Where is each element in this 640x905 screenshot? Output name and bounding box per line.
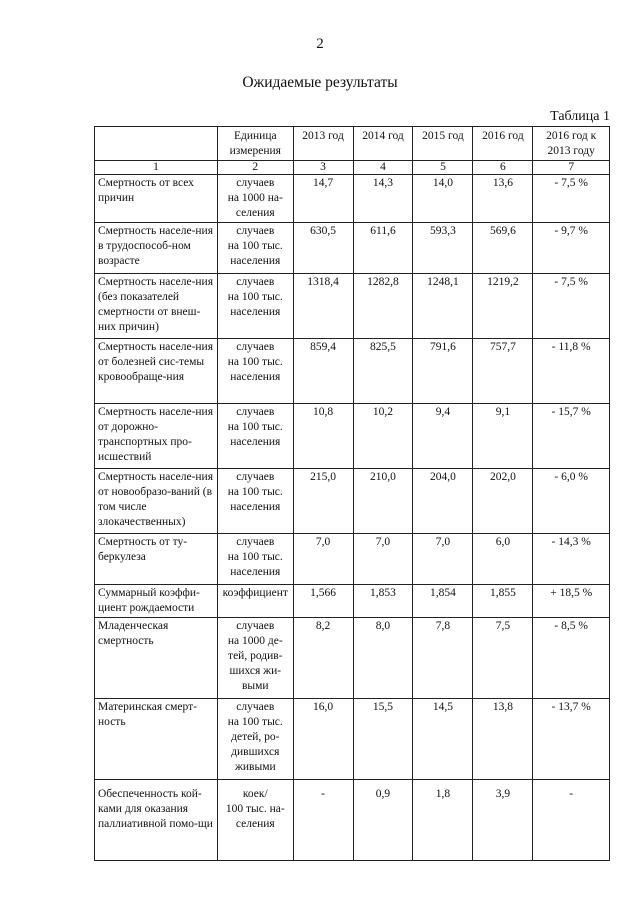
indicator-cell: Младенческая смертность — [95, 617, 218, 698]
value-2015: 1248,1 — [413, 273, 473, 338]
indicator-cell: Смертность населе-ния (без показателей смертности от внеш-них причин) — [95, 273, 218, 338]
change-cell: - — [533, 779, 610, 860]
change-cell: - 9,7 % — [533, 222, 610, 273]
change-cell: - 13,7 % — [533, 698, 610, 779]
table-row — [95, 175, 610, 223]
value-2013: 859,4 — [293, 338, 353, 403]
unit-cell: случаев на 1000 на- селения — [218, 175, 293, 223]
value-2014: 0,9 — [353, 779, 413, 860]
change-cell: - 8,5 % — [533, 617, 610, 698]
table-row — [95, 403, 610, 468]
table-row — [95, 533, 610, 584]
value-2015: 1,854 — [413, 584, 473, 617]
unit-cell: случаев на 1000 де- тей, родив- шихся жи- выми — [218, 617, 293, 698]
change-cell: - 7,5 % — [533, 175, 610, 223]
unit-cell: случаев на 100 тыс. детей, ро- дившихся живыми — [218, 698, 293, 779]
unit-cell: коэффициент — [218, 584, 293, 617]
indicator-cell: Смертность населе-ния от новообразо-ваний (в том числе злокачественных) — [95, 468, 218, 533]
change-cell: + 18,5 % — [533, 584, 610, 617]
value-2015: 593,3 — [413, 222, 473, 273]
change-cell: - 11,8 % — [533, 338, 610, 403]
value-2015: 14,5 — [413, 698, 473, 779]
value-2014: 611,6 — [353, 222, 413, 273]
indicator-cell: Смертность населе-ния от болезней сис-темы кровообраще-ния — [95, 338, 218, 403]
value-2016: 1219,2 — [473, 273, 533, 338]
header-2014: 2014 год — [353, 127, 413, 161]
header-change: 2016 год к 2013 году — [533, 127, 610, 161]
value-2015: 9,4 — [413, 403, 473, 468]
indicator-cell: Смертность населе-ния в трудоспособ-ном возрасте — [95, 222, 218, 273]
unit-cell: случаев на 100 тыс. населения — [218, 468, 293, 533]
value-2015: 7,8 — [413, 617, 473, 698]
column-number: 4 — [353, 160, 413, 174]
value-2013: 1,566 — [293, 584, 353, 617]
header-2016: 2016 год — [473, 127, 533, 161]
value-2016: 6,0 — [473, 533, 533, 584]
column-number: 2 — [218, 160, 293, 174]
column-number-row — [95, 160, 610, 174]
table-header-row — [95, 127, 610, 161]
table-row — [95, 222, 610, 273]
value-2015: 204,0 — [413, 468, 473, 533]
value-2016: 7,5 — [473, 617, 533, 698]
column-number: 6 — [473, 160, 533, 174]
value-2014: 1282,8 — [353, 273, 413, 338]
value-2016: 569,6 — [473, 222, 533, 273]
value-2015: 791,6 — [413, 338, 473, 403]
table-row — [95, 468, 610, 533]
value-2016: 13,6 — [473, 175, 533, 223]
value-2014: 210,0 — [353, 468, 413, 533]
value-2016: 202,0 — [473, 468, 533, 533]
column-number: 1 — [95, 160, 218, 174]
table-row — [95, 617, 610, 698]
value-2016: 9,1 — [473, 403, 533, 468]
value-2014: 14,3 — [353, 175, 413, 223]
table-row — [95, 779, 610, 860]
header-unit: Единица измерения — [218, 127, 293, 161]
column-number: 7 — [533, 160, 610, 174]
header-indicator — [95, 127, 218, 161]
document-title: Ожидаемые результаты — [242, 74, 398, 91]
value-2014: 825,5 — [353, 338, 413, 403]
value-2015: 7,0 — [413, 533, 473, 584]
value-2016: 757,7 — [473, 338, 533, 403]
value-2015: 14,0 — [413, 175, 473, 223]
value-2013: 1318,4 — [293, 273, 353, 338]
value-2013: 10,8 — [293, 403, 353, 468]
unit-cell: случаев на 100 тыс. населения — [218, 533, 293, 584]
change-cell: - 15,7 % — [533, 403, 610, 468]
unit-cell: случаев на 100 тыс. населения — [218, 273, 293, 338]
value-2016: 3,9 — [473, 779, 533, 860]
unit-cell: случаев на 100 тыс. населения — [218, 338, 293, 403]
column-number: 3 — [293, 160, 353, 174]
indicator-cell: Суммарный коэффи-циент рождаемости — [95, 584, 218, 617]
value-2013: 215,0 — [293, 468, 353, 533]
indicator-cell: Обеспеченность кой-ками для оказания паллиативной помо-щи — [95, 779, 218, 860]
indicator-cell: Смертность от ту-беркулеза — [95, 533, 218, 584]
value-2014: 8,0 — [353, 617, 413, 698]
value-2014: 10,2 — [353, 403, 413, 468]
value-2016: 13,8 — [473, 698, 533, 779]
value-2015: 1,8 — [413, 779, 473, 860]
unit-cell: случаев на 100 тыс. населения — [218, 222, 293, 273]
unit-cell: коек/ 100 тыс. на- селения — [218, 779, 293, 860]
indicator-cell: Смертность населе-ния от дорожно-транспортных про-исшествий — [95, 403, 218, 468]
unit-cell: случаев на 100 тыс. населения — [218, 403, 293, 468]
value-2013: 7,0 — [293, 533, 353, 584]
header-2015: 2015 год — [413, 127, 473, 161]
page-number: 2 — [316, 36, 324, 52]
value-2014: 1,853 — [353, 584, 413, 617]
change-cell: - 6,0 % — [533, 468, 610, 533]
table-row — [95, 273, 610, 338]
table-row — [95, 698, 610, 779]
value-2013: 630,5 — [293, 222, 353, 273]
results-table — [94, 126, 610, 861]
value-2016: 1,855 — [473, 584, 533, 617]
column-number: 5 — [413, 160, 473, 174]
indicator-cell: Материнская смерт-ность — [95, 698, 218, 779]
value-2013: 8,2 — [293, 617, 353, 698]
table-label: Таблица 1 — [550, 109, 610, 124]
change-cell: - 7,5 % — [533, 273, 610, 338]
table-row — [95, 338, 610, 403]
header-2013: 2013 год — [293, 127, 353, 161]
table-row — [95, 584, 610, 617]
change-cell: - 14,3 % — [533, 533, 610, 584]
value-2014: 7,0 — [353, 533, 413, 584]
value-2013: 14,7 — [293, 175, 353, 223]
value-2013: - — [293, 779, 353, 860]
value-2013: 16,0 — [293, 698, 353, 779]
indicator-cell: Смертность от всех причин — [95, 175, 218, 223]
value-2014: 15,5 — [353, 698, 413, 779]
